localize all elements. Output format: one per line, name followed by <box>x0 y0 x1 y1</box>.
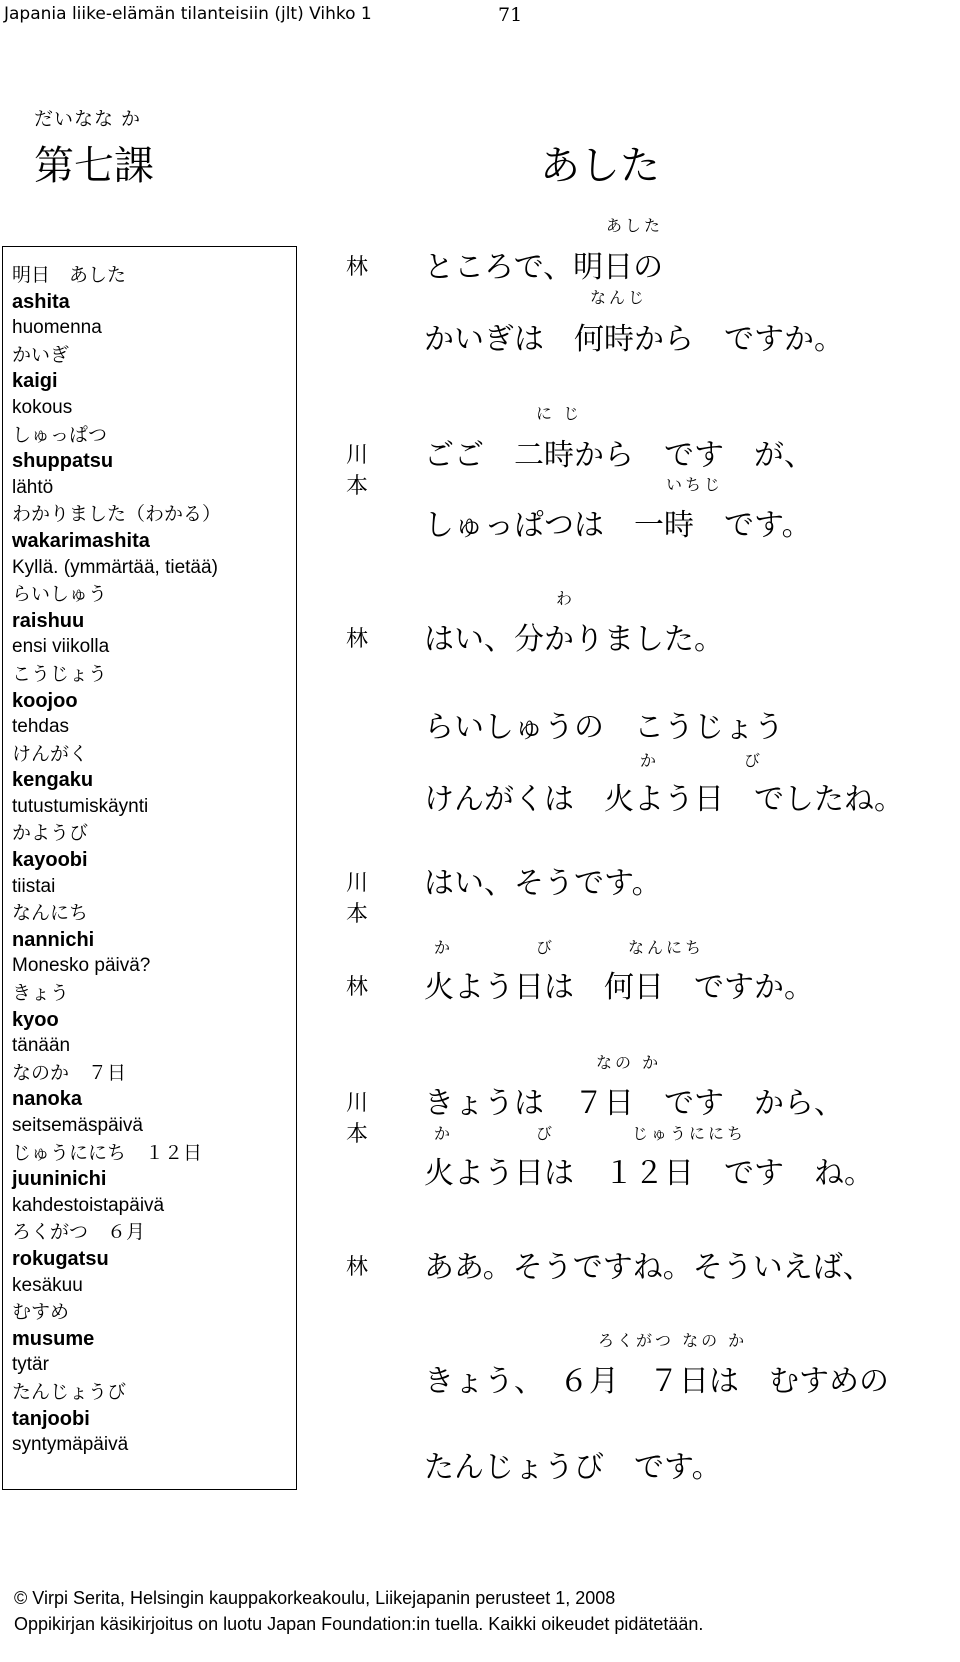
vocab-romaji: kengaku <box>12 769 94 792</box>
furigana: び <box>744 751 764 770</box>
dialogue-line: きょう、 ６月 ７日は むすめの <box>424 1364 889 1399</box>
vocab-entry <box>12 980 292 1060</box>
furigana: わ <box>556 589 576 608</box>
vocab-entry <box>12 1299 292 1379</box>
vocab-kana: かようび <box>12 822 89 845</box>
vocab-romaji: musume <box>12 1327 95 1350</box>
dialogue-line: しゅっぱつは 一時 です。 <box>424 508 812 543</box>
vocabulary-list <box>12 262 292 1459</box>
dialogue-line: はい、そうです。 <box>424 866 662 901</box>
vocab-kana: らいしゅう <box>12 583 108 606</box>
vocab-entry <box>12 422 292 502</box>
vocab-kana: けんがく <box>12 742 89 765</box>
vocab-meaning: lähtö <box>12 476 54 498</box>
vocab-romaji: raishuu <box>12 609 85 632</box>
vocab-entry <box>12 581 292 661</box>
vocab-kana: ろくがつ ６月 <box>12 1221 146 1244</box>
vocab-entry <box>12 741 292 821</box>
dialogue-line: 火よう日は １２日 です ね。 <box>424 1156 874 1191</box>
vocab-meaning: kahdestoistapäivä <box>12 1194 165 1216</box>
vocab-meaning: Monesko päivä? <box>12 955 151 977</box>
furigana: か <box>640 751 660 770</box>
vocab-meaning: tänään <box>12 1035 71 1057</box>
dialogue-line: はい、分かりました。 <box>424 622 724 657</box>
vocab-entry <box>12 820 292 900</box>
dialogue-line: ところで、明日の <box>424 250 664 285</box>
furigana: なんにち <box>628 938 705 957</box>
vocab-romaji: kayoobi <box>12 849 88 872</box>
speaker-label: 川本 <box>346 443 369 499</box>
vocab-meaning: tehdas <box>12 716 70 738</box>
vocab-kana: なんにち <box>12 902 89 925</box>
vocab-kana: かいぎ <box>12 343 70 366</box>
speaker-label: 林 <box>346 1255 369 1280</box>
vocab-entry <box>12 342 292 422</box>
vocab-meaning: kesäkuu <box>12 1274 83 1296</box>
vocab-meaning: syntymäpäivä <box>12 1434 129 1456</box>
vocab-meaning: ensi viikolla <box>12 636 110 658</box>
vocab-kana: きょう <box>12 982 70 1005</box>
vocab-kana: じゅうににち １２日 <box>12 1141 203 1164</box>
lesson-title: 第七課 <box>34 143 154 189</box>
vocab-entry <box>12 1140 292 1220</box>
vocab-romaji: nanoka <box>12 1088 83 1111</box>
vocab-kana: こうじょう <box>12 662 108 685</box>
vocab-romaji: juuninichi <box>12 1168 107 1191</box>
dialogue-line: けんがくは 火よう日 でしたね。 <box>424 782 904 817</box>
vocab-meaning: tytär <box>12 1354 49 1376</box>
vocab-entry <box>12 1219 292 1299</box>
furigana: び <box>536 1124 556 1143</box>
furigana: か <box>434 938 454 957</box>
speaker-label: 川本 <box>346 871 369 927</box>
vocab-kana: たんじょうび <box>12 1380 127 1403</box>
speaker-label: 林 <box>346 627 369 652</box>
dialogue-line: らいしゅうの こうじょう <box>424 710 784 745</box>
vocab-kana: なのか ７日 <box>12 1061 127 1084</box>
vocab-meaning: huomenna <box>12 317 102 339</box>
vocab-romaji: tanjoobi <box>12 1407 90 1430</box>
dialogue-line: ごご 二時から です が、 <box>424 438 814 473</box>
vocab-romaji: kaigi <box>12 370 58 393</box>
vocab-meaning: seitsemäspäivä <box>12 1115 143 1136</box>
vocab-entry <box>12 1379 292 1459</box>
dialogue-line: ああ。そうですね。そういえば、 <box>424 1250 873 1285</box>
vocab-entry <box>12 262 292 342</box>
furigana: ろくがつ なの か <box>598 1331 748 1350</box>
footer-notice: Oppikirjan käsikirjoitus on luotu Japan Foundation:in tuella. Kaikki oikeudet pidätetään. <box>14 1614 704 1634</box>
speaker-label: 川本 <box>346 1091 369 1147</box>
speaker-label: 林 <box>346 975 369 1000</box>
dialogue-line: きょうは ７日 です から、 <box>424 1086 844 1121</box>
furigana: じゅうににち <box>632 1124 747 1143</box>
vocab-meaning: kokous <box>12 396 73 418</box>
lesson-furigana: だいなな か <box>34 108 142 130</box>
vocab-kana: わかりました（わかる） <box>12 503 222 526</box>
dialogue-line: 火よう日は 何日 ですか。 <box>424 970 814 1005</box>
vocab-romaji: ashita <box>12 290 70 313</box>
furigana: あした <box>606 216 664 235</box>
furigana: なんじ <box>590 288 648 307</box>
dialogue-title: あした <box>540 143 660 189</box>
dialogue-line: たんじょうび です。 <box>424 1450 722 1485</box>
furigana: いちじ <box>666 475 724 494</box>
speaker-label: 林 <box>346 255 369 280</box>
furigana: に じ <box>536 404 583 423</box>
footer-copyright: © Virpi Serita, Helsingin kauppakorkeakoulu, Liikejapanin perusteet 1, 2008 <box>14 1588 616 1608</box>
dialogue-line: かいぎは 何時から ですか。 <box>424 322 844 357</box>
vocab-entry <box>12 501 292 581</box>
vocab-entry <box>12 900 292 980</box>
vocab-romaji: shuppatsu <box>12 450 114 473</box>
page-number: 71 <box>498 4 523 26</box>
page-header-title: Japania liike-elämän tilanteisiin (jlt) Vihko 1 <box>4 4 372 24</box>
vocab-meaning: tiistai <box>12 875 56 897</box>
vocab-kana: 明日 あした <box>12 264 127 286</box>
vocab-entry <box>12 661 292 741</box>
vocab-entry <box>12 1060 292 1140</box>
furigana: なの か <box>596 1053 662 1072</box>
vocab-romaji: nannichi <box>12 928 95 951</box>
vocab-romaji: koojoo <box>12 689 78 712</box>
vocab-kana: むすめ <box>12 1301 70 1324</box>
furigana: び <box>536 938 556 957</box>
vocab-meaning: tutustumiskäynti <box>12 795 149 817</box>
vocab-romaji: rokugatsu <box>12 1247 109 1270</box>
vocab-romaji: kyoo <box>12 1008 59 1031</box>
vocab-kana: しゅっぱつ <box>12 423 108 446</box>
vocab-romaji: wakarimashita <box>12 529 150 552</box>
furigana: か <box>434 1124 454 1143</box>
vocab-meaning: Kyllä. (ymmärtää, tietää) <box>12 556 218 578</box>
